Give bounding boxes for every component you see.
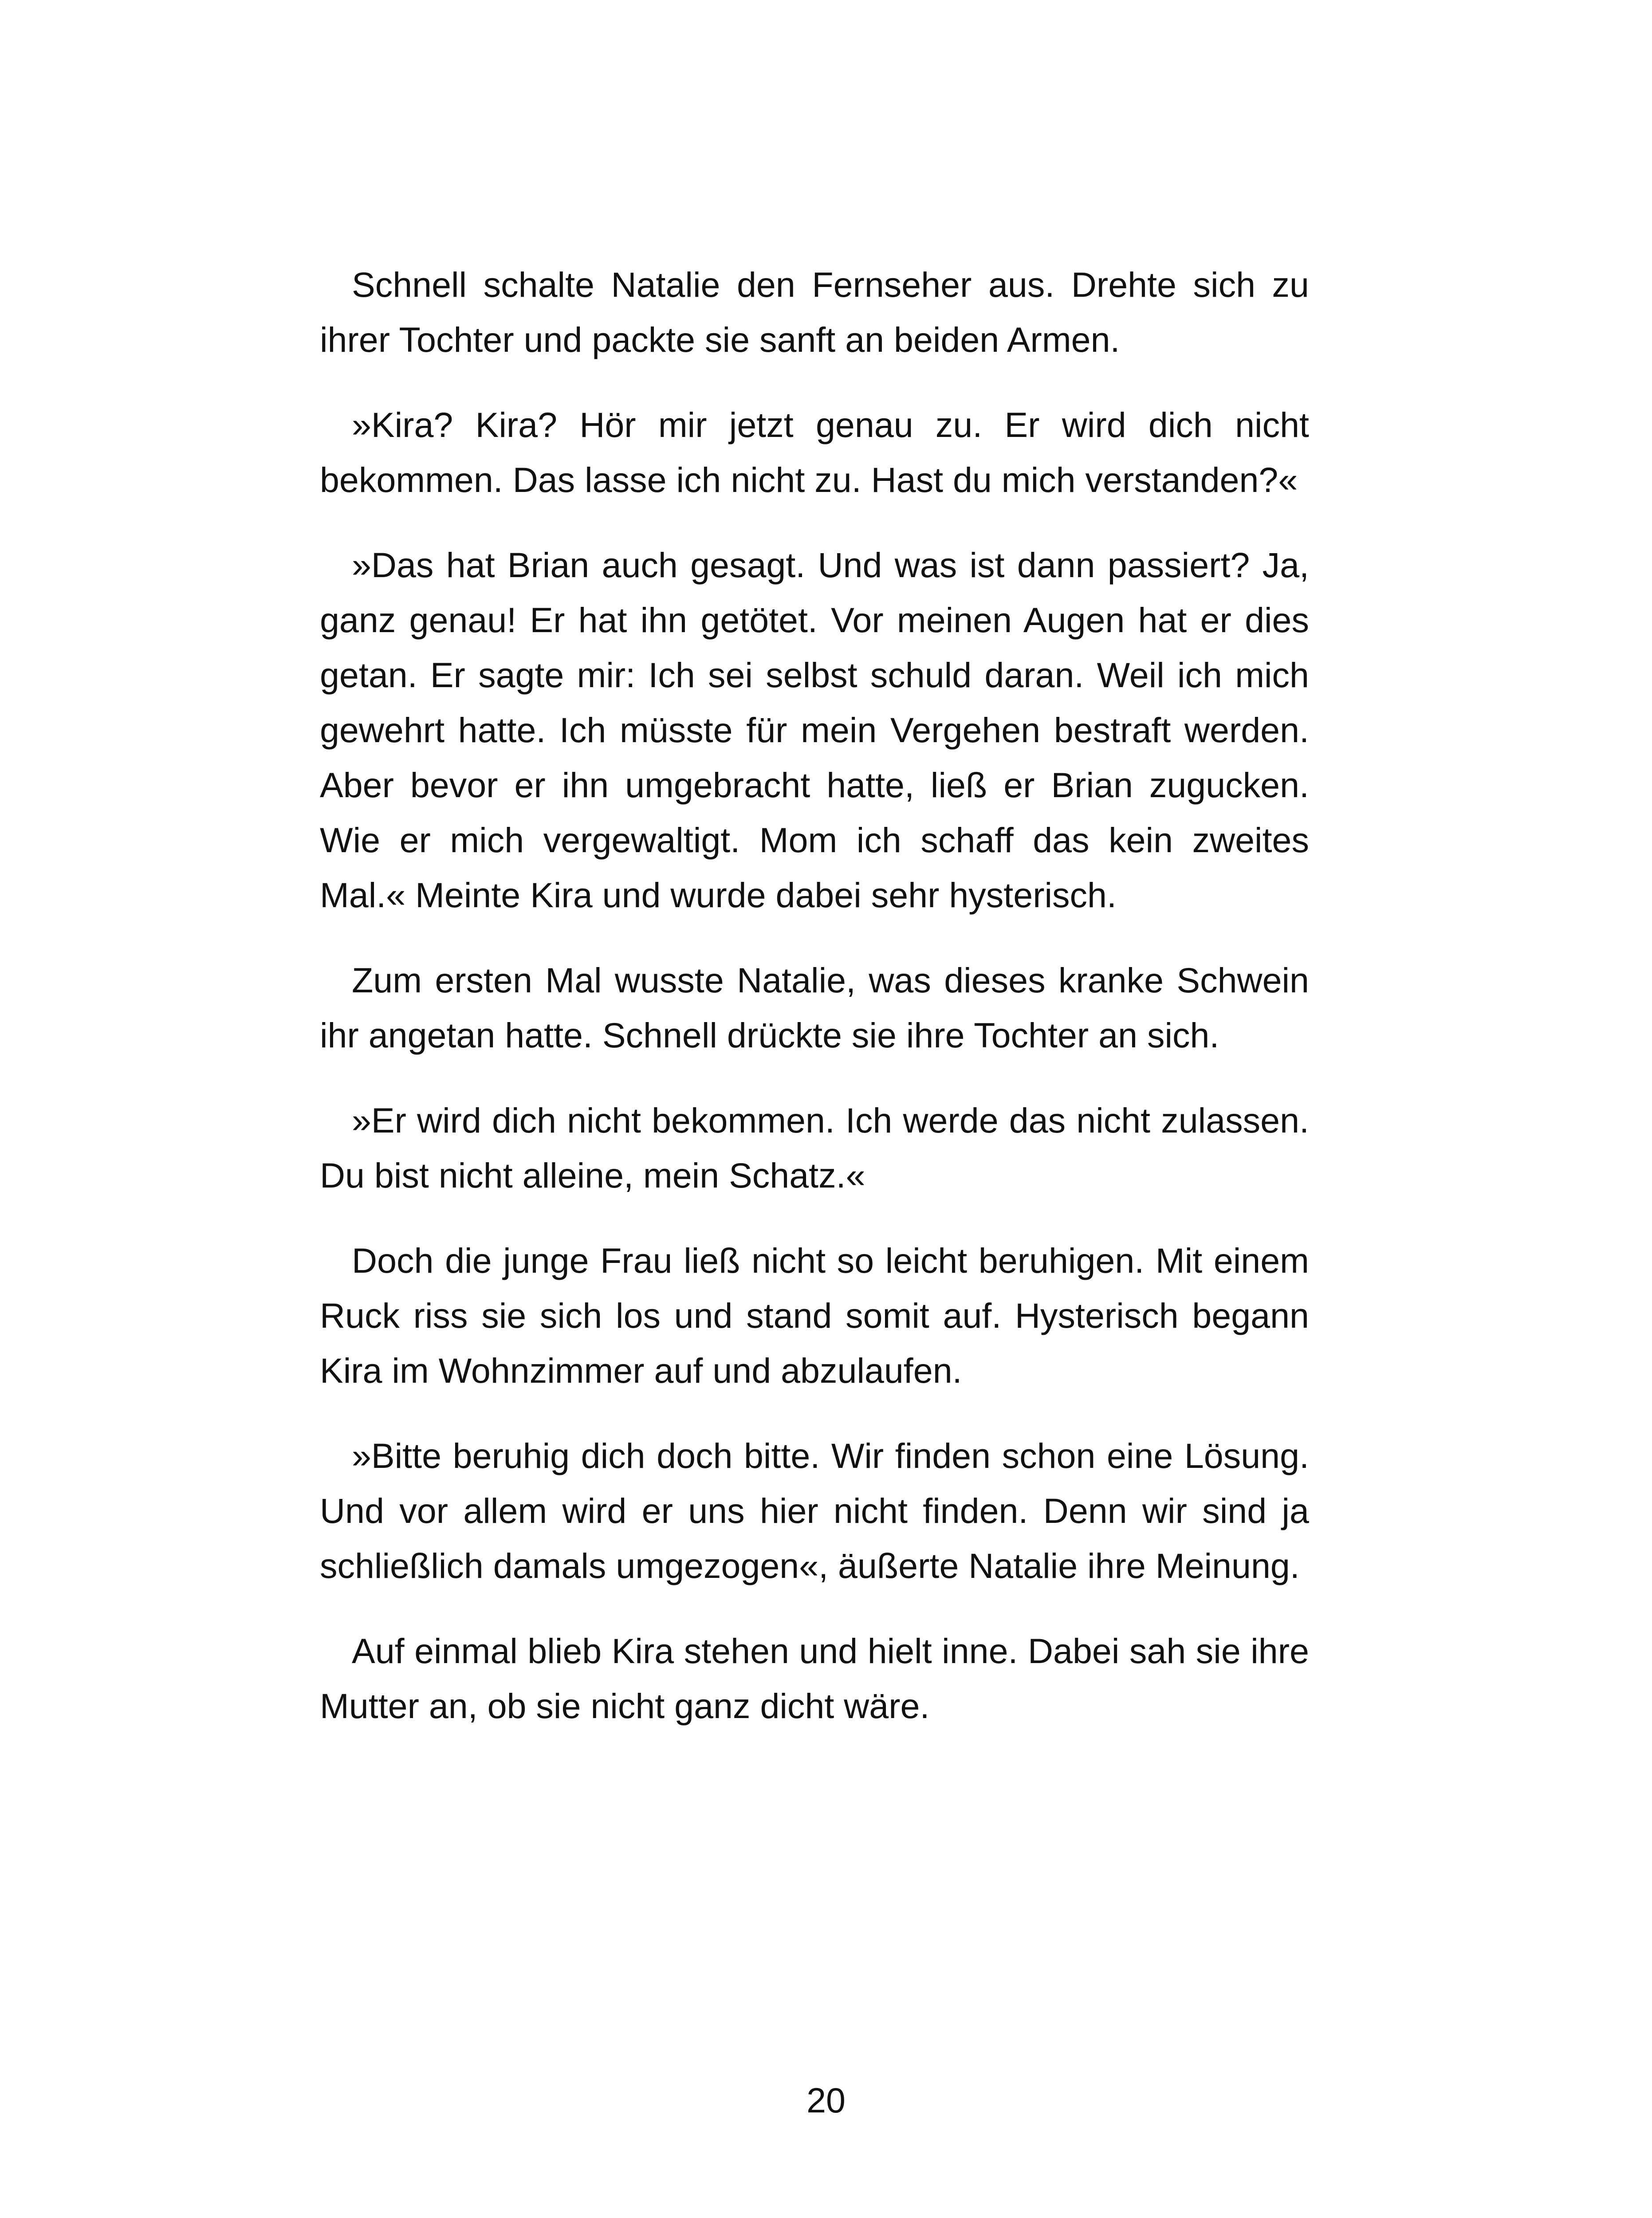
paragraph: »Bitte beruhig dich doch bitte. Wir finden schon eine Lösung. Und vor allem wird er uns hier nicht finden. Denn wir sind ja schließlich damals umgezogen«, äußerte Natalie ihre Meinung.	[320, 1436, 1309, 1585]
paragraph: »Kira? Kira? Hör mir jetzt genau zu. Er wird dich nicht bekommen. Das lasse ich nicht zu. Hast du mich verstanden?«	[320, 405, 1309, 499]
paragraph: Schnell schalte Natalie den Fernseher aus. Drehte sich zu ihrer Tochter und packte sie sanft an beiden Armen.	[320, 265, 1309, 359]
paragraph: »Er wird dich nicht bekommen. Ich werde das nicht zulassen. Du bist nicht alleine, mein Schatz.«	[320, 1101, 1309, 1195]
page-number: 20	[806, 2080, 846, 2120]
paragraph: Zum ersten Mal wusste Natalie, was dieses kranke Schwein ihr angetan hatte. Schnell drückte sie ihre Tochter an sich.	[320, 960, 1309, 1055]
body-text	[320, 257, 1309, 1764]
paragraph: Auf einmal blieb Kira stehen und hielt inne. Dabei sah sie ihre Mutter an, ob sie nicht ganz dicht wäre.	[320, 1631, 1309, 1726]
paragraph: »Das hat Brian auch gesagt. Und was ist dann passiert? Ja, ganz genau! Er hat ihn getötet. Vor meinen Augen hat er dies getan. Er sagte mir: Ich sei selbst schuld daran. Weil ich mich gewehrt hatte. Ich müsste für mein Vergehen bestraft werden. Aber bevor er ihn umgebracht hatte, ließ er Brian zugucken. Wie er mich vergewaltigt. Mom ich schaff das kein zweites Mal.« Meinte Kira und wurde dabei sehr hysterisch.	[320, 545, 1309, 915]
paragraph: Doch die junge Frau ließ nicht so leicht beruhigen. Mit einem Ruck riss sie sich los und stand somit auf. Hysterisch begann Kira im Wohnzimmer auf und abzulaufen.	[320, 1241, 1309, 1390]
